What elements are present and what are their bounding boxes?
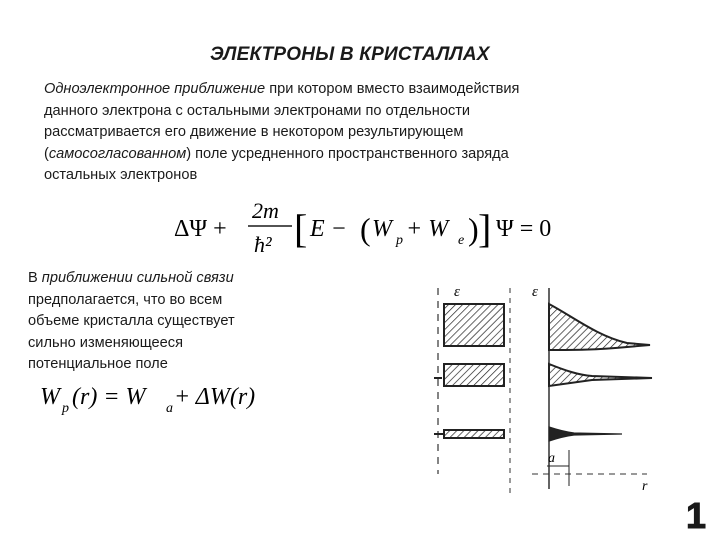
sc-line-4: сильно изменяющееся — [28, 334, 183, 351]
band-1-left — [444, 304, 504, 346]
eq-paren-right: ) — [468, 211, 479, 247]
eq-rhs: Ψ = 0 — [496, 216, 552, 242]
eq-delta-psi: ΔΨ + — [174, 216, 227, 242]
intro-line-5: остальных электронов — [44, 167, 198, 183]
label-epsilon-right: ε — [532, 284, 538, 300]
sc-line-3: объеме кристалла существует — [28, 313, 235, 329]
eq-plus-w: + W — [406, 216, 449, 242]
eq2-middle: (r) = W — [72, 384, 146, 410]
intro-line-1 — [44, 79, 684, 101]
intro-term: Одноэлектронное приближение — [44, 81, 266, 97]
intro-line-2: данного электрона с остальными электронами по отдельности — [44, 102, 471, 119]
sc-term: приближении сильной связи — [41, 270, 234, 286]
eq-e-minus: E − — [310, 216, 347, 242]
sc-line-2: предполагается, что во всем — [28, 291, 223, 308]
schrodinger-equation — [168, 196, 568, 258]
eq-paren-left: ( — [360, 211, 371, 247]
eq2-w: W — [40, 384, 60, 410]
intro-term-2: самосогласованном — [48, 145, 187, 162]
eq-frac-num: 2m — [252, 198, 279, 223]
paren-open: ( — [44, 145, 49, 162]
strong-coupling-paragraph — [28, 268, 328, 376]
slide-number-badge — [680, 494, 716, 534]
intro-line-3: рассматривается его движение в некотором результирующем — [44, 124, 464, 140]
eq-sub-e: e — [458, 233, 465, 248]
eq-bracket-left: [ — [294, 206, 308, 251]
potential-equation — [38, 374, 278, 420]
label-a: a — [548, 451, 555, 466]
sc-prefix: В — [28, 270, 42, 286]
label-epsilon-left: ε — [454, 284, 460, 300]
label-r: r — [642, 479, 648, 494]
slide-number: 1 — [686, 495, 707, 534]
eq-w: W — [372, 216, 392, 242]
band-2-left — [444, 364, 504, 386]
eq-sub-p: p — [396, 233, 403, 248]
intro-line-4 — [44, 144, 684, 166]
eq2-sub-p: p — [62, 401, 69, 416]
eq2-sub-a: a — [166, 401, 173, 416]
eq-frac-den: ħ² — [254, 232, 272, 257]
eq-bracket-right: ] — [478, 206, 492, 251]
sc-line-5: потенциальное поле — [28, 356, 168, 372]
intro-line-4-rest: ) поле усредненного пространственного заряда — [186, 145, 509, 162]
sc-line-1 — [28, 268, 328, 290]
slide-title: ЭЛЕКТРОНЫ В КРИСТАЛЛАХ — [210, 44, 490, 65]
energy-level-figure — [422, 274, 682, 500]
intro-line-1-rest: при котором вместо взаимодействия — [265, 81, 520, 97]
intro-paragraph — [44, 79, 684, 187]
band-3-left — [444, 430, 504, 438]
eq2-rhs: + ΔW(r) — [174, 384, 256, 410]
